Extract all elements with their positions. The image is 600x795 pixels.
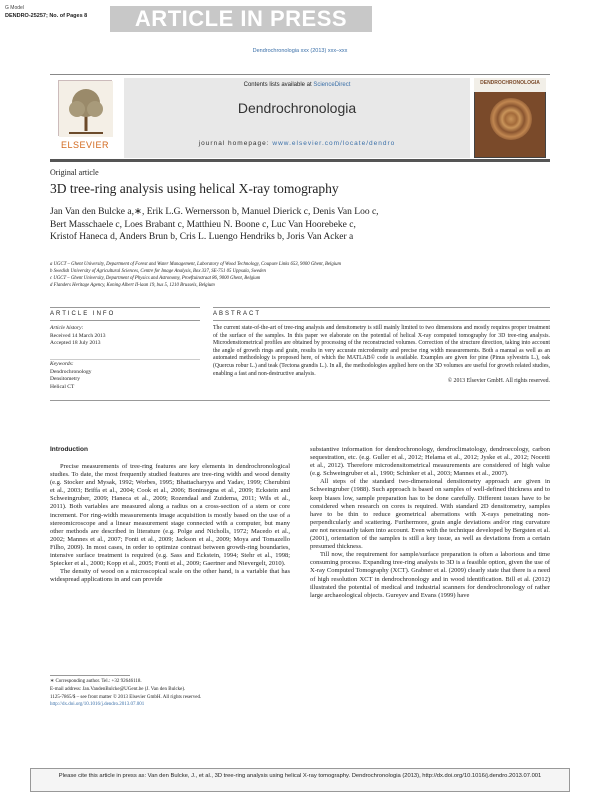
divider (50, 400, 550, 401)
paragraph: All steps of the standard two-dimensional densitometry approach are given in Schweingruber (1988). Such approach is based on samples of well-defined thickness and to keep biases low, sample preparation has to be done carefully. Different issues have to be considered when research on cores is required. With standard 2D densitometry, samples have to be thin to reduce geometrical aberrations with X-rays penetrating non-perpendicularly and scattering. Furthermore, grain angle deviations and/or ring curvature are not necessarily taken into account. Even with the technique developed by Bergsten et al. (2001), orientation of the samples is still a key issue, as well as deviations from a certain presumed thickness. (310, 478, 550, 551)
journal-title: Dendrochronologia (237, 100, 357, 116)
divider (50, 307, 200, 308)
paragraph: substantive information for dendrochronology, dendroclimatology, dendroecology, carbon sequestration, etc. (e.g. Guller et al., 2012; Helama et al., 2012; Jyske et al., 2012; Nocetti et al., 2012). Therefore microdensitometrical measurements are considered of high value (e.g. Schweingruber et al., 1990; Schinker et al., 2003; Mannes et al., 2007). (310, 446, 550, 478)
accepted-date: Accepted 18 July 2013 (50, 340, 101, 347)
article-type: Original article (50, 168, 99, 177)
left-column (50, 463, 290, 584)
corresponding-author: ∗ Corresponding author. Tel.: +32 92646118. (50, 679, 142, 684)
keywords-label: Keywords: (50, 361, 74, 367)
authors-line: Jan Van den Bulcke a,∗, Erik L.G. Wernersson b, Manuel Dierick c, Denis Van Loo c, (50, 207, 379, 217)
affiliation: a UGCT – Ghent University, Department of Forest and Water Management, Laboratory of Wood Technology, Coupure Links 653, 9000 Ghent, Belgium (50, 262, 341, 267)
tree-rings-icon (490, 98, 532, 140)
keywords (50, 361, 200, 391)
paragraph: Precise measurements of tree-ring features are key elements in dendrochronological studies. To date, the most frequently studied features are tree-ring width and wood density (e.g. Stocker and Mysak, 1992; Worbes, 1995; Bhattacharyya and Yadav, 1999; Cherubini et al., 2003; Briffa et al., 2004; Cook et al., 2006; Boninsegna et al., 2009; Eckstein and Schweingruber, 2009; Haneca et al., 2009; Rozendaal and Zuidema, 2011; Wils et al., 2011). Both variables are measured along a radius on a cross-section of a stem or core increment. For ring-width measurements image acquisition is mostly based on the use of a stereomicroscope and a linear measurement stage connected with a computer, but many other methods are described in literature (e.g. Polge and Nicholls, 1972; Macedo et al., 2002; Mannes et al., 2007; Fonti et al., 2009; Jackson et al., 2009; Moya and Tomazello Filho, 2009). In most cases, in order to optimize contrast between growth-ring boundaries, intensive surface treatment is required (e.g. Sass and Eckstein, 1994; Stehr et al., 1998; Spiecker et al., 2000; Kopp et al., 2005; Fonti et al., 2009; Gaertner and Nievergelt, 2010). (50, 463, 290, 568)
divider (50, 320, 200, 321)
doi-link[interactable]: http://dx.doi.org/10.1016/j.dendro.2013.07.001 (50, 702, 145, 707)
right-column (310, 446, 550, 600)
sciencedirect-link[interactable]: ScienceDirect (313, 82, 351, 88)
keyword: Helical CT (50, 383, 75, 390)
keyword: Densitometry (50, 376, 80, 383)
affiliation: d Flanders Heritage Agency, Koning Albert II-laan 19, bus 5, 1210 Brussels, Belgium (50, 283, 215, 288)
article-in-press-banner: ARTICLE IN PRESS (110, 6, 372, 32)
affiliations (50, 261, 510, 289)
divider (213, 320, 550, 321)
contents-prefix: Contents lists available at (243, 82, 314, 88)
homepage-line (124, 140, 470, 147)
paragraph: Till now, the requirement for sample/surface preparation is often a laborious and time consuming process. Expanding tree-ring analysis to 3D is a feasible option, given the use of X-ray Computed Tomography (XCT). Grabner et al. (2009) clearly state that there is a need of high resolution XCT in dendrochronology and in wood identification. Bill et al. (2012) illustrated the potential of medical and industrial scanners for dendrochronology of rather large archaeological objects. Gureyev and Evans (1999) have (310, 551, 550, 599)
paragraph: The density of wood on a microscopical scale on the other hand, is a variable that has widespread applications in and can provide (50, 568, 290, 584)
divider (50, 359, 200, 360)
abstract-text: The current state-of-the-art of tree-ring analysis and densitometry is still mainly limited to two dimensions and mostly requires proper treatment of the surface of the samples. In this paper we elaborate on the potential of helical X-ray computed tomography for 3D tree-ring analysis. Microdensitometrical profiles are obtained by processing of the reconstructed volumes. Correction of the structure direction, taking into account the angle of growth rings and grain, results in very accurate microdensity and precise ring width measurements. Both a manual as well as an automated methodology is proposed here, of which the MATLAB© code is available. Examples are given for pine (Pinus sylvestris L.), oak (Quercus robur L.) and teak (Tectona grandis L.). In all, the methodologies applied here on the 3D volumes are useful for growth related studies, enabling a fast and non-destructive analysis. (213, 325, 550, 377)
journal-reference-link[interactable]: Dendrochronologia xxx (2013) xxx–xxx (252, 48, 348, 54)
abstract-heading: ABSTRACT (213, 311, 262, 317)
authors-line: Bert Masschaele c, Loes Brabant c, Matthieu N. Boone c, Luc Van Hoorebeke c, (50, 219, 356, 230)
divider (213, 307, 550, 308)
footnotes (50, 678, 290, 693)
publisher-logo-text: ELSEVIER (60, 140, 110, 150)
dendro-id: DENDRO-25257; (5, 13, 48, 19)
email-address: E-mail address: Jan.VandenBulcke@UGent.be (J. Van den Bulcke). (50, 686, 186, 692)
affiliation: c UGCT – Ghent University, Department of Physics and Astronomy, Proeftuinstraat 86, 9000 Ghent, Belgium (50, 276, 261, 281)
authors (50, 206, 510, 244)
issn-line: 1125-7865/$ – see front matter © 2013 Elsevier GmbH. All rights reserved. (50, 695, 202, 700)
footnote-divider (50, 675, 130, 676)
affiliation: b Swedish University of Agricultural Sciences, Centre for Image Analysis, Box 337, SE-751 05 Uppsala, Sweden (50, 269, 266, 274)
received-date: Received 14 March 2013 (50, 332, 106, 339)
manuscript-id (5, 13, 87, 19)
cover-title: DENDROCHRONOLOGIA (480, 80, 540, 86)
history-label: Article history: (50, 325, 84, 331)
section-heading: Introduction (50, 446, 88, 453)
elsevier-tree-logo-icon (58, 80, 112, 136)
article-history (50, 325, 200, 348)
copyright: © 2013 Elsevier GmbH. All rights reserved. (447, 378, 550, 385)
page-count: No. of Pages 8 (49, 13, 88, 19)
article-info-heading: ARTICLE INFO (50, 311, 116, 317)
homepage-prefix: journal homepage: (198, 140, 273, 147)
authors-line: Kristof Haneca d, Anders Brun b, Cris L. Luengo Hendriks b, Joris Van Acker a (50, 232, 354, 243)
gmodel-label: G Model (5, 5, 24, 11)
issn-block (50, 694, 300, 708)
contents-line (124, 82, 470, 88)
homepage-link[interactable]: www.elsevier.com/locate/dendro (272, 140, 396, 147)
keyword: Dendrochronology (50, 368, 92, 375)
article-title: 3D tree-ring analysis using helical X-ray tomography (50, 181, 339, 196)
abstract (213, 325, 550, 386)
citation-text: Please cite this article in press as: Van den Bulcke, J., et al., 3D tree-ring analysis using helical X-ray tomography. Dendrochronologia (2013), http://dx.doi.org/10.1016/j.dendro.2013.07.001 (58, 773, 542, 779)
